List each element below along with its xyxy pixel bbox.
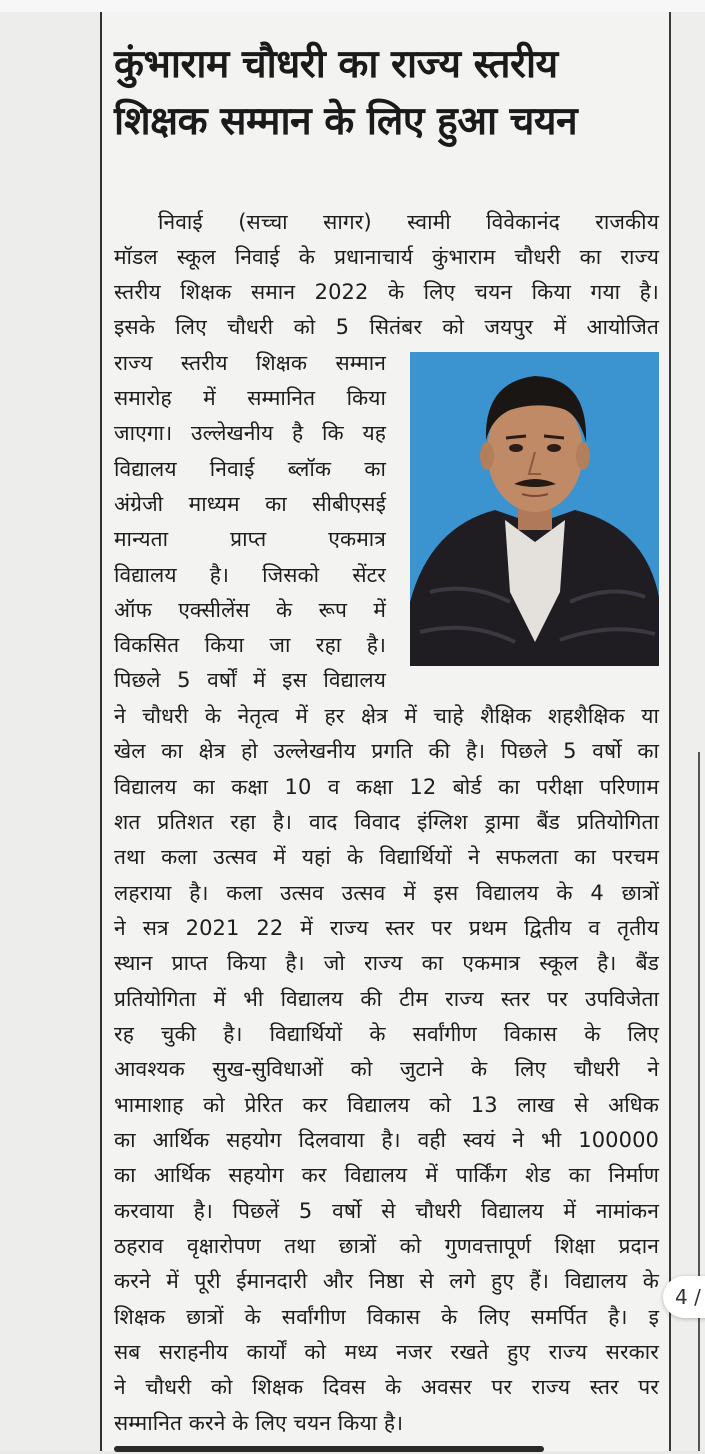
body-line: मॉडल स्कूल निवाई के प्रधानाचार्य कुंभाराम चौधरी का राज्य [114, 245, 659, 269]
left-page-margin [0, 12, 102, 1451]
body-line: स्थान प्राप्त किया है। जो राज्य का एकमात्र स्कूल है। बैंड [114, 951, 659, 975]
body-line: पिछले 5 वर्षों में इस विद्यालय [114, 668, 386, 692]
article-headline: कुंभाराम चौधरी का राज्य स्तरीय शिक्षक सम्मान के लिए हुआ चयन [114, 42, 578, 144]
body-line: विद्यालय का कक्षा 10 व कक्षा 12 बोर्ड का परीक्षा परिणाम [114, 775, 659, 799]
body-line: निवाई (सच्चा सागर) स्वामी विवेकानंद राजकीय [158, 210, 659, 234]
body-line: विद्यालय है। जिसको सेंटर [114, 563, 386, 587]
body-line: ने चौधरी को शिक्षक दिवस के अवसर पर राज्य स्तर पर [114, 1375, 659, 1399]
body-line: करवाया है। पिछलें 5 वर्षो से चौधरी विद्यालय में नामांकन [114, 1199, 659, 1223]
body-line: ठहराव वृक्षारोपण तथा छात्रों को गुणवत्तापूर्ण शिक्षा प्रदान [114, 1234, 659, 1258]
body-line: खेल का क्षेत्र हो उल्लेखनीय प्रगति की है। पिछले 5 वर्षो का [114, 739, 659, 763]
body-line: अंग्रेजी माध्यम का सीबीएसई [114, 492, 386, 516]
body-line: स्तरीय शिक्षक समान 2022 के लिए चयन किया गया है। [114, 280, 659, 304]
body-line: रह चुकी है। विद्यार्थियों के सर्वांगीण विकास के लिए [114, 1022, 659, 1046]
body-line: ने चौधरी के नेतृत्व में हर क्षेत्र में चाहे शैक्षिक शहशैक्षिक या [114, 704, 659, 728]
body-line: शत प्रतिशत रहा है। वाद विवाद इंग्लिश ड्रामा बैंड प्रतियोगिता [114, 810, 659, 834]
portrait-photo [410, 352, 659, 666]
body-line: आवश्यक सुख-सुविधाओं को जुटाने के लिए चौधरी ने [114, 1057, 659, 1081]
body-line: तथा कला उत्सव में यहां के विद्यार्थियों ने सफलता का परचम [114, 845, 659, 869]
article-column [102, 12, 669, 1451]
portrait-illustration [410, 352, 659, 666]
body-line: राज्य स्तरीय शिक्षक सम्मान [114, 351, 386, 375]
body-line: जाएगा। उल्लेखनीय है कि यह [114, 421, 386, 445]
body-line: प्रतियोगिता में भी विद्यालय की टीम राज्य स्तर पर उपविजेता [114, 987, 659, 1011]
body-line: भामाशाह को प्रेरित कर विद्यालय को 13 लाख से अधिक [114, 1093, 659, 1117]
body-line: शिक्षक छात्रों के सर्वांगीण विकास के लिए समर्पित है। इ [114, 1305, 659, 1329]
body-line: सब सराहनीय कार्यों को मध्य नजर रखते हुए राज्य सरकार [114, 1340, 659, 1364]
page-indicator[interactable]: 4 / [663, 1276, 705, 1318]
body-line: विकसित किया जा रहा है। [114, 633, 386, 657]
adjacent-column-rule [698, 752, 700, 1451]
body-line: सम्मानित करने के लिए चयन किया है। [114, 1411, 404, 1435]
body-line: का आर्थिक सहयोग दिलवाया है। वही स्वयं ने भी 100000 [114, 1128, 659, 1152]
body-line: विद्यालय निवाई ब्लॉक का [114, 457, 386, 481]
body-line: ऑफ एक्सीलेंस के रूप में [114, 598, 386, 622]
body-line: का आर्थिक सहयोग कर विद्यालय में पार्किंग शेड का निर्माण [114, 1163, 659, 1187]
body-line: करने में पूरी ईमानदारी और निष्ठा से लगे हुए हैं। विद्यालय के [114, 1269, 659, 1293]
body-line: मान्यता प्राप्त एकमात्र [114, 527, 386, 551]
body-line: इसके लिए चौधरी को 5 सितंबर को जयपुर में आयोजित [114, 315, 659, 339]
body-line: समारोह में सम्मानित किया [114, 386, 386, 410]
body-line: ने सत्र 2021 22 में राज्य स्तर पर प्रथम द्वितीय व तृतीय [114, 916, 659, 940]
next-headline-cut-off [114, 1436, 544, 1454]
viewer-top-bar [0, 0, 705, 12]
body-line: लहराया है। कला उत्सव उत्सव में इस विद्यालय के 4 छात्रों [114, 881, 659, 905]
